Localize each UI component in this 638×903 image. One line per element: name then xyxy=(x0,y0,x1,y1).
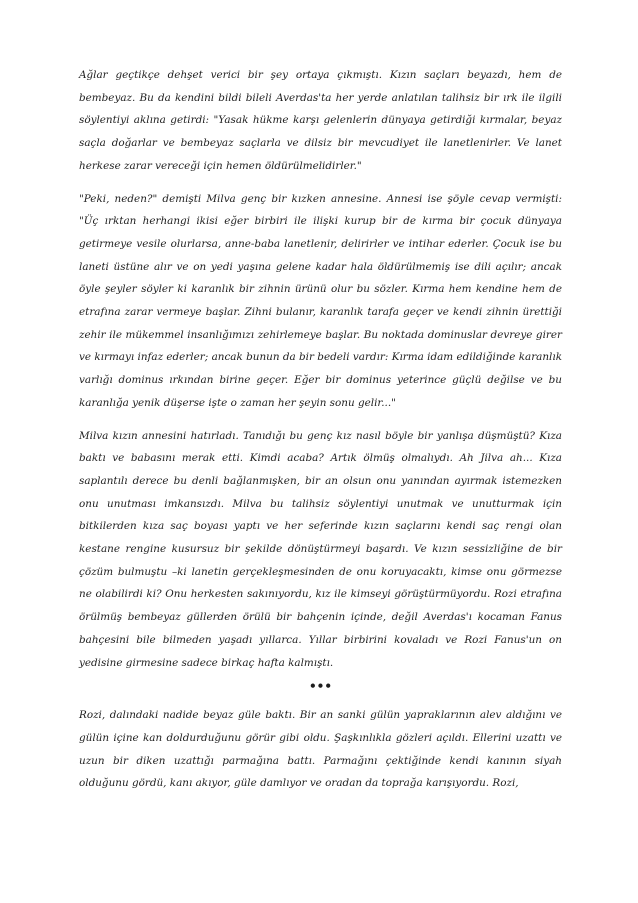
paragraph-2: "Peki, neden?" demişti Milva genç bir kızken annesine. Annesi ise şöyle cevap vermişti: "Üç ırktan herhangi ikisi eğer birbiri ile ilişki kurup bir de kırma bir çocuk dünyaya getirmeye vesile olurlarsa, anne-baba lanetlenir, delirirler ve intihar ederler. Çocuk ise bu laneti üstüne alır ve on yedi yaşına gelene kadar hala öldürülmemiş ise dili açılır; ancak öyle şeyler söyler ki karanlık bir zihnin ürünü olur bu sözler. Kırma hem kendine hem de etrafına zarar vermeye başlar. Zihni bulanır, karanlık tarafa geçer ve kendi zihnin ürettiği zehir ile mükemmel insanlığımızı zehirlemeye başlar. Bu noktada dominuslar devreye girer ve kırmayı infaz ederler; ancak bunun da bir bedeli vardır: Kırma idam edildiğinde karanlık varlığı dominus ırkından birine geçer. Eğer bir dominus yeterince güçlü değilse ve bu karanlığa yenik düşerse işte o zaman her şeyin sonu gelir..." xyxy=(79,192,562,409)
paragraph-3: Milva kızın annesini hatırladı. Tanıdığı bu genç kız nasıl böyle bir yanlışa düşmüştü? Kıza baktı ve babasını merak etti. Kimdi acaba? Artık ölmüş olmalıydı. Ah Jilva ah... Kıza saplantılı derece bu denli bağlanmışken, bir an olsun onu yanından ayırmak istemezken onu unutması imkansızdı. Milva bu talihsiz söylentiyi unutmak ve unutturmak için bitkilerden kıza saç boyası yaptı ve her seferinde kızın saçlarını kendi saç rengi olan kestane rengine kusursuz bir şekilde dönüştürmeyi başardı. Ve kızın sessizliğine de bir çözüm bulmuştu –ki lanetin gerçekleşmesinden de onu koruyacaktı, kimse onu görmezse ne olabilirdi ki? Onu herkesten sakınıyordu, kız ile kimseyi görüştürmüyordu. Rozi etrafına örülmüş bembeyaz güllerden örülü bir bahçenin içinde, değil Averdas'ı kocaman Fanus bahçesini bile bilmeden yaşadı yıllarca. Yıllar birbirini kovaladı ve Rozi Fanus'un on yedisine girmesine sadece birkaç hafta kalmıştı. xyxy=(79,429,562,669)
paragraph-4: Rozi, dalındaki nadide beyaz güle baktı. Bir an sanki gülün yapraklarının alev aldığını ve gülün içine kan doldurduğunu görür gibi oldu. Şaşkınlıkla gözleri açıldı. Ellerini uzattı ve uzun bir diken uzattığı parmağına battı. Parmağını çektiğinde kendi kanının siyah olduğunu gördü, kanı akıyor, güle damlıyor ve oradan da toprağa karışıyordu. Rozi, xyxy=(79,709,562,790)
paragraph-1: Ağlar geçtikçe dehşet verici bir şey ortaya çıkmıştı. Kızın saçları beyazdı, hem de bembeyaz. Bu da kendini bildi bileli Averdas'ta her yerde anlatılan talihsiz bir ırk ile ilgili söylentiyi aklına getirdi: "Yasak hükme karşı gelenlerin dünyaya getirdiği kırmalar, beyaz saçla doğarlar ve bembeyaz saçlarla ve dilsiz bir mevcudiyet ile lanetlenirler. Ve lanet herkese zarar vereceği için hemen öldürülmelidirler." xyxy=(79,69,562,172)
section-separator: ••• xyxy=(308,679,332,694)
document-page xyxy=(79,64,562,795)
